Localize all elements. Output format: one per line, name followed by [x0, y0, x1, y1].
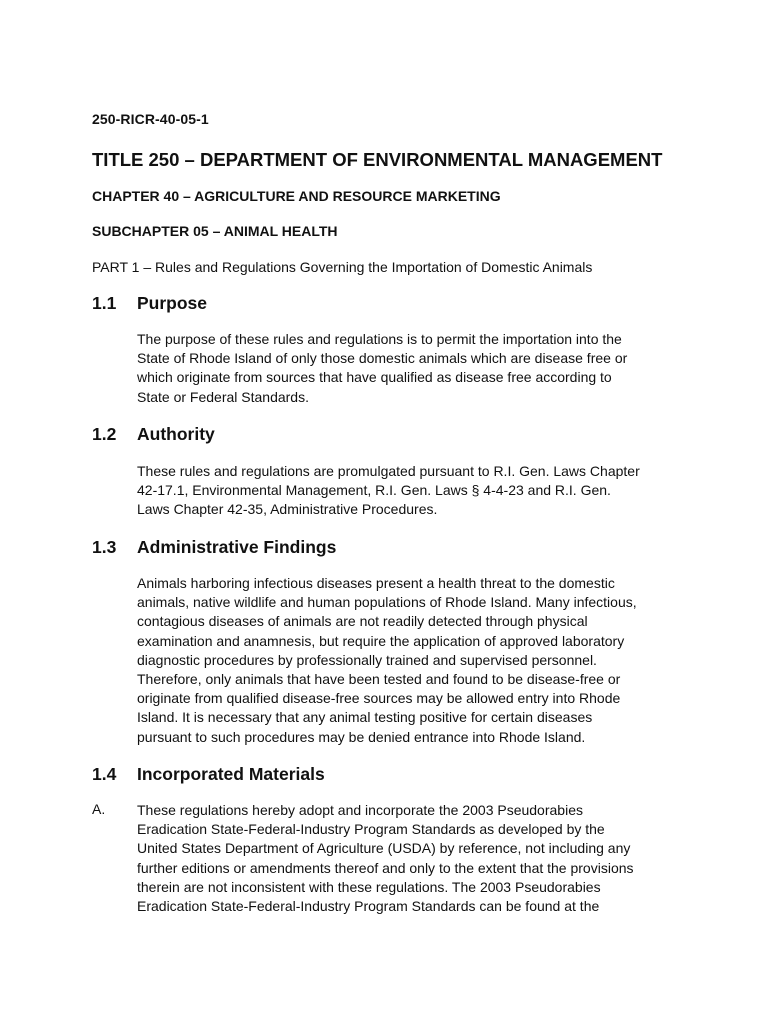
- section-1-3-number: 1.3: [92, 537, 117, 557]
- paragraph-line: 42-17.1, Environmental Management, R.I. Gen. Laws § 4-4-23 and R.I. Gen.: [137, 482, 611, 499]
- section-1-2-paragraph: [137, 462, 697, 520]
- section-1-4-paragraph: [137, 801, 697, 916]
- paragraph-line: Eradication State-Federal-Industry Program Standards as developed by the: [137, 821, 605, 838]
- paragraph-line: Laws Chapter 42-35, Administrative Procedures.: [137, 501, 438, 518]
- section-1-3-title: Administrative Findings: [137, 537, 337, 557]
- paragraph-line: Therefore, only animals that have been tested and found to be disease-free or: [137, 671, 621, 688]
- document-id: 250-RICR-40-05-1: [92, 111, 209, 127]
- item-letter-a: A.: [92, 801, 106, 817]
- paragraph-line: animals, native wildlife and human populations of Rhode Island. Many infectious,: [137, 594, 637, 611]
- paragraph-line: The purpose of these rules and regulations is to permit the importation into the: [137, 331, 622, 347]
- paragraph-line: Animals harboring infectious diseases present a health threat to the domestic: [137, 575, 615, 591]
- paragraph-line: examination and anamnesis, but require the application of approved laboratory: [137, 632, 625, 649]
- section-1-4-number: 1.4: [92, 764, 117, 784]
- paragraph-line: United States Department of Agriculture (USDA) by reference, not including any: [137, 840, 631, 857]
- paragraph-line: therein are not inconsistent with these regulations. The 2003 Pseudorabies: [137, 878, 601, 895]
- subchapter-heading: SUBCHAPTER 05 – ANIMAL HEALTH: [92, 223, 338, 239]
- paragraph-line: which originate from sources that have qualified as disease free according to: [137, 369, 612, 386]
- section-1-2-title: Authority: [137, 424, 215, 444]
- paragraph-line: diagnostic procedures by professionally trained and supervised personnel.: [137, 651, 597, 668]
- paragraph-line: Island. It is necessary that any animal testing positive for certain diseases: [137, 709, 593, 726]
- paragraph-line: These regulations hereby adopt and incorporate the 2003 Pseudorabies: [137, 802, 583, 818]
- title-heading: TITLE 250 – DEPARTMENT OF ENVIRONMENTAL MANAGEMENT: [92, 149, 663, 170]
- section-1-3-paragraph: [137, 574, 697, 747]
- paragraph-line: pursuant to such procedures may be denied entrance into Rhode Island.: [137, 728, 586, 745]
- paragraph-line: These rules and regulations are promulgated pursuant to R.I. Gen. Laws Chapter: [137, 463, 640, 479]
- paragraph-line: State or Federal Standards.: [137, 388, 309, 405]
- section-1-1-title: Purpose: [137, 293, 208, 313]
- section-1-2-number: 1.2: [92, 424, 117, 444]
- paragraph-line: Eradication State-Federal-Industry Program Standards can be found at the: [137, 898, 600, 915]
- section-1-4-title: Incorporated Materials: [137, 764, 325, 784]
- paragraph-line: contagious diseases of animals are not readily detected through physical: [137, 613, 588, 630]
- section-1-1-number: 1.1: [92, 293, 117, 313]
- part-heading: PART 1 – Rules and Regulations Governing the Importation of Domestic Animals: [92, 259, 593, 275]
- paragraph-line: originate from qualified disease-free sources may be allowed entry into Rhode: [137, 690, 621, 707]
- section-1-1-paragraph: [137, 330, 697, 407]
- chapter-heading: CHAPTER 40 – AGRICULTURE AND RESOURCE MARKETING: [92, 188, 501, 204]
- paragraph-line: State of Rhode Island of only those domestic animals which are disease free or: [137, 350, 628, 367]
- paragraph-line: further editions or amendments thereof and only to the extent that the provisions: [137, 859, 634, 876]
